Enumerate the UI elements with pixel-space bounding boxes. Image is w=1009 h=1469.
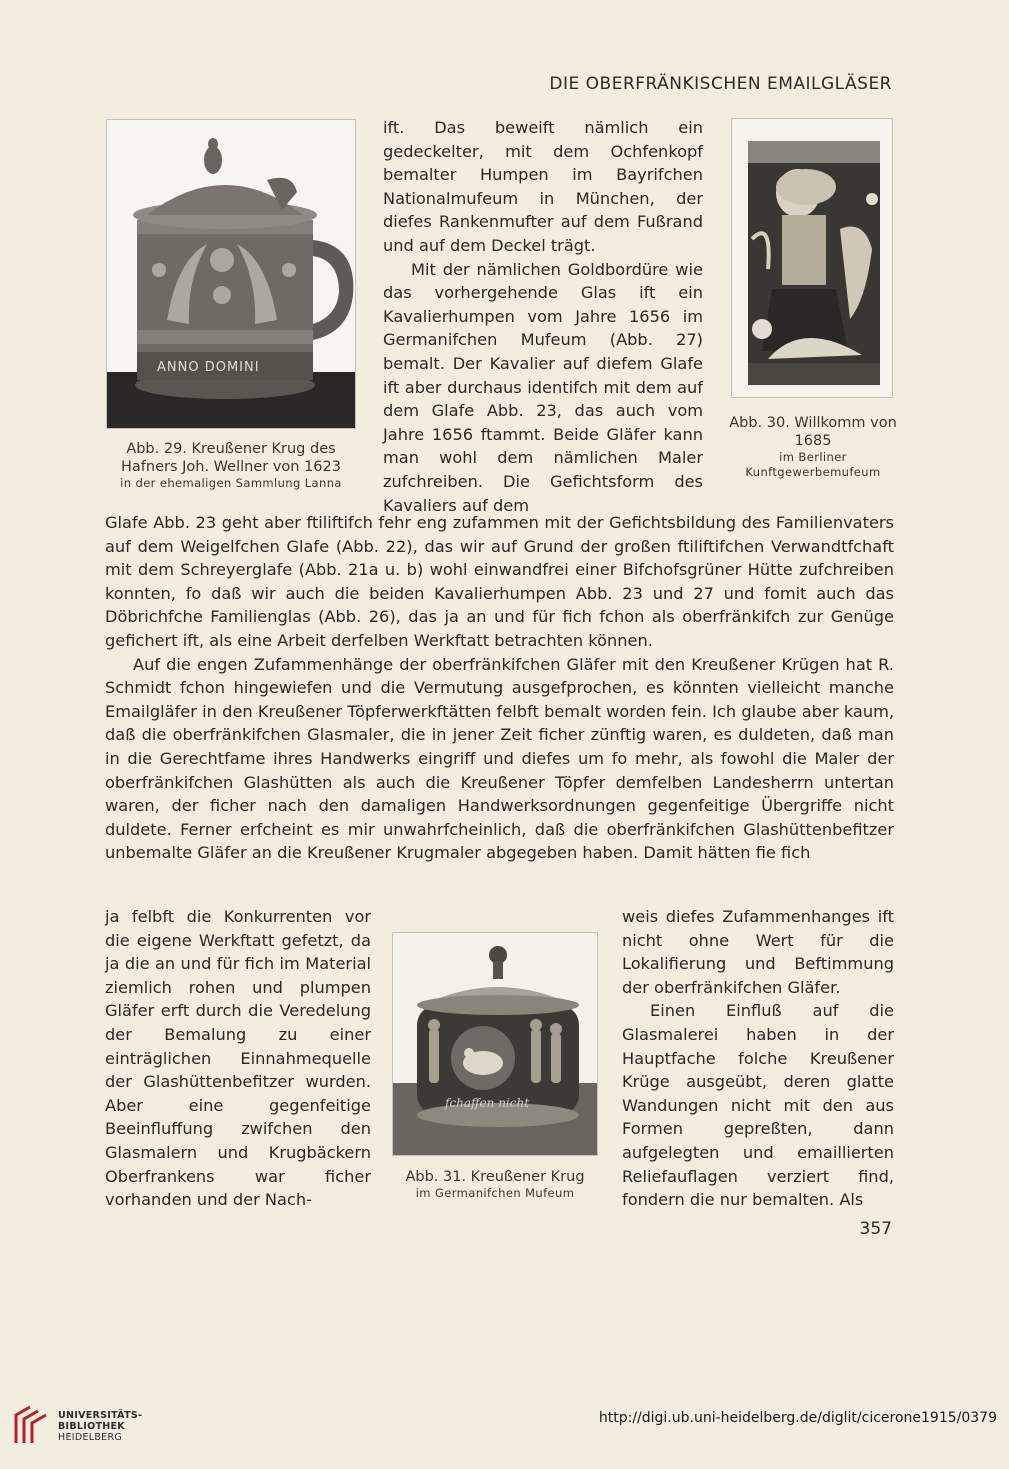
paragraph: weis diefes Zufammenhanges ift nicht ohne Wert für die Lokalifierung und Beftimmung der oberfränkifchen Gläfer. xyxy=(622,907,894,997)
figure-30-caption-main: Abb. 30. Willkomm von 1685 xyxy=(729,415,897,449)
figure-30-image xyxy=(731,118,893,398)
figure-31-image xyxy=(392,932,598,1156)
willkomm-glass-illustration xyxy=(732,119,893,398)
text-column-top xyxy=(383,116,703,517)
paragraph: Auf die engen Zufammenhänge der oberfränkifchen Gläfer mit den Kreußener Krügen hat R. Schmidt fchon hingewiefen und die Vermutung ausgefprochen, es könnten vielleicht manche Emailgläfer in den Kreußener Töpferwerkftätten felbft bemalt worden fein. Ich glaube aber kaum, daß die oberfränkifchen Glasmaler, die in jener Zeit ficher zünftig waren, es duldeten, daß man in die Gerechtfame ihres Handwerks eingriff und diefes um fo mehr, als fowohl die Maler der oberfränkifchen Glashütten als auch die Kreußener Töpfer demfelben Landesherrn untertan waren, der ficher nach den damaligen Handwerksordnungen gegenfeitige Übergriffe nicht duldete. Ferner erfcheint es mir unwahrfcheinlich, daß die oberfränkifchen Glashüttenbefitzer unbemalte Gläfer an die Kreußener Krugmaler abgegeben haben. Damit hätten fie fich xyxy=(105,654,894,863)
paragraph: ift. Das beweift nämlich ein gedeckelter, mit dem Ochfenkopf bemalter Humpen im Bayrifchen Nationalmufeum in München, der diefes Rankenmufter auf dem Fußrand und auf dem Deckel trägt. xyxy=(383,118,703,255)
figure-29-caption-sub: in der ehemaligen Sammlung Lanna xyxy=(120,476,342,490)
text-column-bottom-left xyxy=(105,905,371,1212)
figure-31-caption-sub: im Germanifchen Mufeum xyxy=(415,1186,575,1200)
footer-bar xyxy=(0,1395,1009,1469)
paragraph: Mit der nämlichen Goldbordüre wie das vorhergehende Glas ift ein Kavalierhumpen vom Jahre 1656 im Germanifchen Mufeum (Abb. 27) bemalt. Der Kavalier auf diefem Glafe ift aber durchaus identifch mit dem auf dem Glafe Abb. 23, das auch vom Jahre 1656 ftammt. Beide Gläfer kann man wohl dem nämlichen Maler zufchreiben. Die Gefichtsform des Kavaliers auf dem xyxy=(383,259,703,515)
jug-inscription: fchaffen nicht xyxy=(445,1096,530,1110)
paragraph: ja felbft die Konkurrenten vor die eigene Werkftatt gefetzt, da ja die an und für fich im Material ziemlich rohen und plumpen Gläfer erft durch die Veredelung der Bemalung zu einer einträglichen Einnahmequelle der Glashüttenbefitzer wurden. Aber eine gegenfeitige Beeinfluffung zwifchen den Glasmalern und Krugbäckern Oberfrankens war ficher vorhanden und der Nach- xyxy=(105,907,371,1210)
figure-29-image xyxy=(106,119,356,429)
kreussen-jug-illustration xyxy=(393,933,598,1156)
figure-30-caption-sub: im Berliner Kunftgewerbemufeum xyxy=(745,450,881,479)
page-number: 357 xyxy=(859,1219,892,1239)
library-name-line: UNIVERSITÄTS- xyxy=(58,1410,143,1421)
figure-31-caption xyxy=(380,1168,610,1201)
figure-29-caption xyxy=(100,440,362,491)
figure-30-caption xyxy=(728,414,898,480)
tankard-illustration xyxy=(107,120,356,429)
library-name-line: HEIDELBERG xyxy=(58,1432,123,1443)
library-name-line: BIBLIOTHEK xyxy=(58,1421,125,1432)
text-column-full xyxy=(105,511,894,865)
library-name[interactable] xyxy=(58,1410,142,1443)
library-logo-icon[interactable] xyxy=(12,1405,48,1445)
text-column-bottom-right xyxy=(622,905,894,1212)
paragraph: Einen Einfluß auf die Glasmalerei haben in der Hauptfache folche Kreußener Krüge ausgeübt, deren glatte Wandungen nicht mit den aus Formen gepreßten, dann aufgelegten und emaillierten Reliefauflagen verziert find, fondern die nur bemalten. Als xyxy=(622,1001,894,1210)
figure-29-caption-main: Abb. 29. Kreußener Krug des Hafners Joh. Wellner von 1623 xyxy=(121,441,341,475)
running-title: DIE OBERFRÄNKISCHEN EMAILGLÄSER xyxy=(549,74,892,94)
permalink-url[interactable]: http://digi.ub.uni-heidelberg.de/diglit/cicerone1915/0379 xyxy=(598,1410,997,1426)
paragraph: Glafe Abb. 23 geht aber ftiliftifch fehr eng zufammen mit der Gefichtsbildung des Familienvaters auf dem Weigelfchen Glafe (Abb. 22), das wir auf Grund der großen ftiliftifchen Verwandtfchaft mit dem Schreyerglafe (Abb. 21a u. b) wohl einwandfrei einer Bifchofsgrüner Hütte zufchreiben konnten, fo daß wir auch die beiden Kavalierhumpen Abb. 23 und 27 und fomit auch das Döbrichfche Familienglas (Abb. 26), das ja an und für fich fchon als oberfränkifch zur Genüge gefichert ift, als eine Arbeit derfelben Werkftatt betrachten können. xyxy=(105,513,894,650)
tankard-inscription: ANNO DOMINI xyxy=(157,360,260,375)
figure-31-caption-main: Abb. 31. Kreußener Krug xyxy=(405,1169,585,1185)
